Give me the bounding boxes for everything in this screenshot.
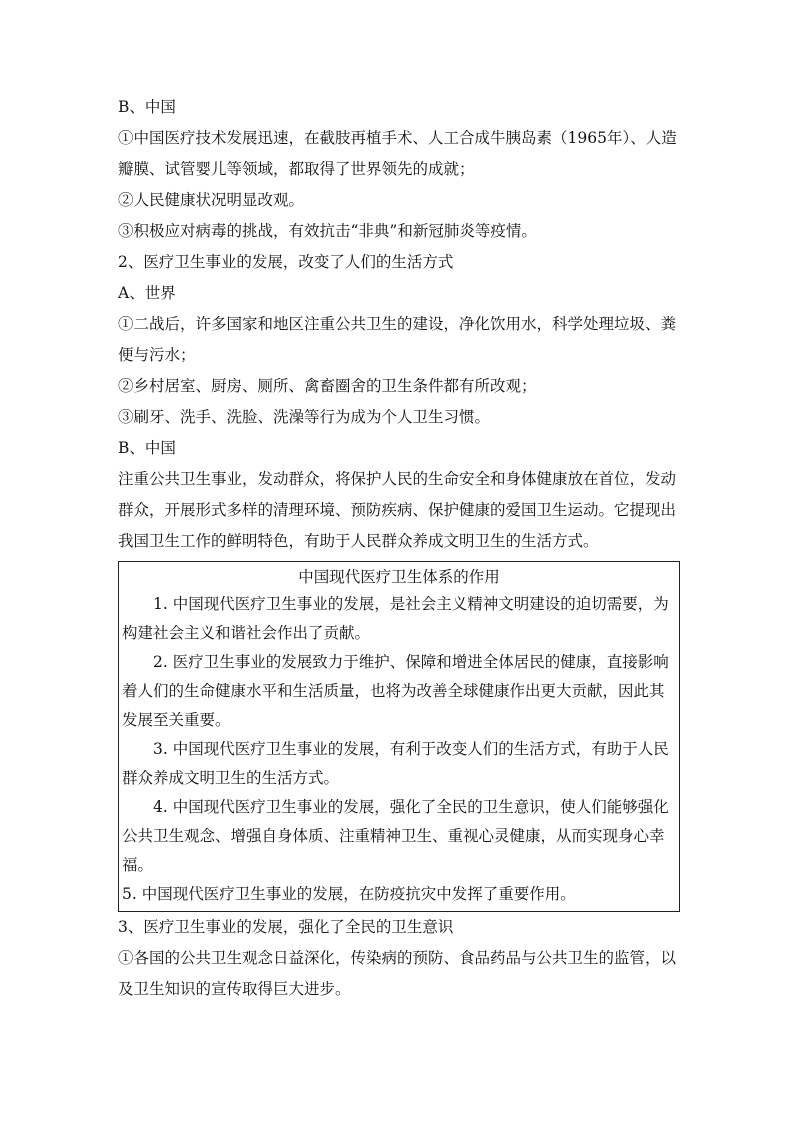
china-item-1: ①中国医疗技术发展迅速，在截肢再植手术、人工合成牛胰岛素（1965年）、人造瓣膜、试管婴儿等领域，都取得了世界领先的成就； — [118, 129, 677, 178]
summary-box — [118, 561, 680, 912]
heading-b-china-2: B、中国 — [118, 439, 176, 457]
summary-point-5: 5. 中国现代医疗卫生事业的发展，在防疫抗灾中发挥了重要作用。 — [122, 885, 576, 903]
world-item-1: ①二战后，许多国家和地区注重公共卫生的建设，净化饮用水，科学处理垃圾、粪便与污水； — [118, 315, 677, 364]
section-2-heading: 2、医疗卫生事业的发展，改变了人们的生活方式 — [118, 253, 454, 271]
summary-point-3: 3. 中国现代医疗卫生事业的发展，有利于改变人们的生活方式，有助于人民群众养成文明卫生的生活方式。 — [122, 740, 669, 787]
world-item-2: ②乡村居室、厨房、厕所、禽畜圈舍的卫生条件都有所改观； — [118, 377, 537, 395]
summary-box-title: 中国现代医疗卫生体系的作用 — [298, 568, 500, 586]
section-3-item-1: ①各国的公共卫生观念日益深化，传染病的预防、食品药品与公共卫生的监管，以及卫生知识的宣传取得巨大进步。 — [118, 949, 677, 998]
china-item-3: ③积极应对病毒的挑战，有效抗击“非典”和新冠肺炎等疫情。 — [118, 222, 537, 240]
heading-b-china: B、中国 — [118, 98, 176, 116]
summary-point-2: 2. 医疗卫生事业的发展致力于维护、保障和增进全体居民的健康，直接影响着人们的生命健康水平和生活质量，也将为改善全球健康作出更大贡献，因此其发展至关重要。 — [122, 653, 669, 729]
summary-point-1: 1. 中国现代医疗卫生事业的发展，是社会主义精神文明建设的迫切需要，为构建社会主义和谐社会作出了贡献。 — [122, 595, 669, 642]
china-item-2: ②人民健康状况明显改观。 — [118, 191, 305, 209]
document-body — [118, 92, 678, 1005]
heading-a-world: A、世界 — [118, 284, 176, 302]
china-paragraph: 注重公共卫生事业，发动群众，将保护人民的生命安全和身体健康放在首位，发动群众，开展形式多样的清理环境、预防疾病、保护健康的爱国卫生运动。它提现出我国卫生工作的鲜明特色，有助于人民群众养成文明卫生的生活方式。 — [118, 470, 677, 550]
world-item-3: ③刷牙、洗手、洗脸、洗澡等行为成为个人卫生习惯。 — [118, 408, 491, 426]
section-3-heading: 3、医疗卫生事业的发展，强化了全民的卫生意识 — [118, 918, 454, 936]
summary-point-4: 4. 中国现代医疗卫生事业的发展，强化了全民的卫生意识，使人们能够强化公共卫生观念、增强自身体质、注重精神卫生、重视心灵健康，从而实现身心幸福。 — [122, 798, 669, 874]
